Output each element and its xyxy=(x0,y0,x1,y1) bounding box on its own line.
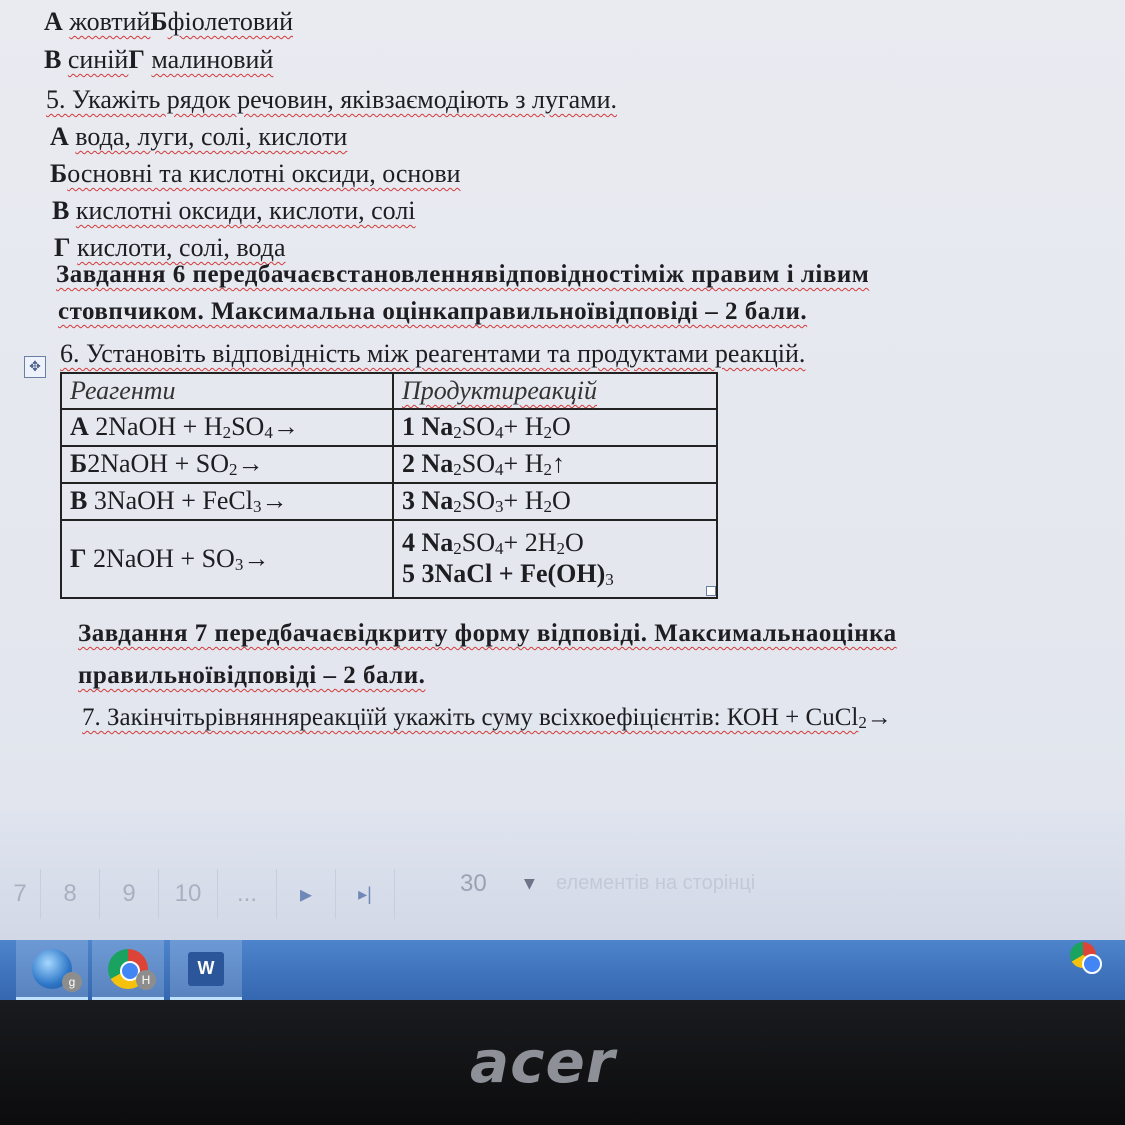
option-label: А xyxy=(50,122,69,151)
table-move-handle-icon[interactable]: ✥ xyxy=(24,356,46,378)
task-text: Завдання 6 передбачаєвстановленнявідповідностіміж правим і лівим xyxy=(56,261,870,288)
product-text: 5 3NaCl + Fe(OH) xyxy=(402,559,606,588)
table-row xyxy=(61,446,717,483)
q6-prompt xyxy=(60,338,805,370)
option-text: кислоти, солі, вода xyxy=(77,233,286,262)
q4-options-line1 xyxy=(44,6,293,38)
page-link[interactable]: 7 xyxy=(0,869,41,919)
reagent-text: 2NaOH + SO xyxy=(93,543,235,573)
arrow: → xyxy=(243,543,270,573)
product-text: 4 Na xyxy=(402,528,454,557)
option-text: жовтий xyxy=(69,7,151,36)
task-text: Завдання 7 передбачаєвідкриту форму відповіді. Максимальнаоцінка xyxy=(78,620,897,647)
brand-logo: acer xyxy=(470,1028,616,1096)
subscript: 4 xyxy=(264,423,273,442)
option-text: фіолетовий xyxy=(167,7,293,36)
product-text: SO xyxy=(461,412,496,441)
subscript: 2 xyxy=(543,497,552,516)
word-icon: W xyxy=(188,952,224,986)
reagent-cell xyxy=(61,446,393,483)
q5-option-c xyxy=(52,195,416,227)
header-products xyxy=(393,373,717,409)
page-link[interactable]: 9 xyxy=(100,869,159,919)
last-page-icon[interactable]: ▸| xyxy=(336,869,395,919)
question-text: 7. Закінчітьрівнянняреакціїй укажіть суму всіхкоефіцієнтів: КОН + CuCl xyxy=(82,704,859,731)
product-text: + H xyxy=(503,449,544,478)
option-label: А xyxy=(44,7,63,36)
arrow: → xyxy=(272,412,299,441)
header-reagents: Реагенти xyxy=(61,373,393,409)
product-text: 1 Na xyxy=(402,412,454,441)
page-link[interactable]: 10 xyxy=(159,869,218,919)
taskbar-user-app[interactable] xyxy=(16,940,88,1000)
reagent-text: 2NaOH + H xyxy=(95,412,223,441)
product-text: O xyxy=(551,486,571,515)
notification-badge: g xyxy=(62,972,82,992)
reagent-text: SO xyxy=(231,412,265,441)
option-label: В xyxy=(44,45,62,74)
table-header-row xyxy=(61,373,717,409)
reagent-label: А xyxy=(70,412,89,441)
option-label: Г xyxy=(128,45,145,74)
question-text: 5. Укажіть рядок речовин, яківзаємодіють з лугами. xyxy=(46,85,618,114)
subscript: 3 xyxy=(252,497,262,516)
table-row xyxy=(61,409,717,446)
product-cell xyxy=(393,520,717,598)
product-text: + H xyxy=(503,412,544,441)
per-page-label: елементів на сторінці xyxy=(556,872,756,894)
taskbar xyxy=(0,940,1125,1000)
per-page-select[interactable]: 30 xyxy=(460,870,487,897)
product-text: 2 Na xyxy=(402,449,454,478)
subscript: 4 xyxy=(495,460,504,479)
product-text: SO xyxy=(461,486,496,515)
task7-intro-line2 xyxy=(78,660,425,692)
reagent-text: 3NaOH + FeCl xyxy=(93,486,253,515)
q7-prompt xyxy=(82,702,892,739)
subscript: 2 xyxy=(543,423,552,442)
option-text: синій xyxy=(67,45,129,74)
reagent-label: В xyxy=(70,486,88,515)
product-cell xyxy=(393,446,717,483)
table-row xyxy=(61,483,717,520)
matching-table xyxy=(60,372,718,599)
product-text: 3 Na xyxy=(402,486,454,515)
product-line xyxy=(402,559,708,590)
q5-prompt xyxy=(46,84,617,116)
arrow: → xyxy=(237,449,264,478)
pager xyxy=(0,864,395,924)
arrow: → xyxy=(261,486,288,515)
tray-chrome-icon[interactable] xyxy=(1070,942,1096,968)
product-text: O xyxy=(551,412,571,441)
task6-intro-line2 xyxy=(58,296,807,328)
subscript: 2 xyxy=(453,460,462,479)
subscript: 2 xyxy=(453,539,462,558)
option-label: Г xyxy=(54,233,71,262)
option-text: кислотні оксиди, кислоти, солі xyxy=(75,196,416,225)
task-text: стовпчиком. Максимальна оцінкаправильноївідповіді – 2 бали. xyxy=(58,298,808,325)
subscript: 2 xyxy=(228,460,238,479)
reagent-cell xyxy=(61,520,393,598)
option-label: В xyxy=(52,196,70,225)
reagent-cell xyxy=(61,483,393,520)
question-text: 6. Установіть відповідність між реагентами та продуктами реакцій. xyxy=(60,339,806,368)
subscript: 3 xyxy=(605,570,614,589)
product-text: + H xyxy=(503,486,544,515)
subscript: 3 xyxy=(495,497,504,516)
reagent-label: Г xyxy=(70,543,87,573)
table-resize-handle[interactable] xyxy=(706,586,716,596)
header-products-text: Продуктиреакцій xyxy=(402,376,597,405)
reagent-label: Б xyxy=(70,449,88,478)
product-text: SO xyxy=(461,528,496,557)
subscript: 2 xyxy=(858,713,867,732)
q4-options-line2 xyxy=(44,44,273,76)
option-text: вода, луги, солі, кислоти xyxy=(75,122,348,151)
option-text: малиновий xyxy=(151,45,274,74)
page-ellipsis[interactable]: ... xyxy=(218,869,277,919)
reagent-text: 2NaOH + SO xyxy=(87,449,229,478)
task7-intro-line1 xyxy=(78,618,897,650)
option-text: основні та кислотні оксиди, основи xyxy=(67,159,461,188)
subscript: 2 xyxy=(556,539,565,558)
taskbar-word[interactable] xyxy=(170,940,242,1000)
q5-option-b xyxy=(50,158,461,190)
subscript: 2 xyxy=(543,460,552,479)
product-text: O xyxy=(564,528,584,557)
product-cell xyxy=(393,483,717,520)
product-text: ↑ xyxy=(551,449,565,478)
subscript: 2 xyxy=(222,423,232,442)
product-text: SO xyxy=(461,449,496,478)
task6-intro-line1 xyxy=(56,259,869,291)
subscript: 4 xyxy=(495,423,504,442)
task-text: правильноївідповіді – 2 бали. xyxy=(78,662,426,689)
subscript: 3 xyxy=(234,554,244,574)
q5-option-a xyxy=(50,121,347,153)
option-label: Б xyxy=(150,7,168,36)
profile-badge: H xyxy=(136,970,156,990)
product-line xyxy=(402,528,708,559)
page-link[interactable]: 8 xyxy=(41,869,100,919)
arrow: → xyxy=(866,704,892,731)
chevron-down-icon[interactable]: ▼ xyxy=(524,876,535,892)
subscript: 2 xyxy=(453,423,462,442)
taskbar-chrome[interactable] xyxy=(92,940,164,1000)
option-label: Б xyxy=(50,159,68,188)
table-row xyxy=(61,520,717,598)
product-cell xyxy=(393,409,717,446)
product-text: + 2H xyxy=(503,528,557,557)
subscript: 4 xyxy=(495,539,504,558)
subscript: 2 xyxy=(453,497,462,516)
reagent-cell xyxy=(61,409,393,446)
next-page-icon[interactable]: ▸ xyxy=(277,869,336,919)
